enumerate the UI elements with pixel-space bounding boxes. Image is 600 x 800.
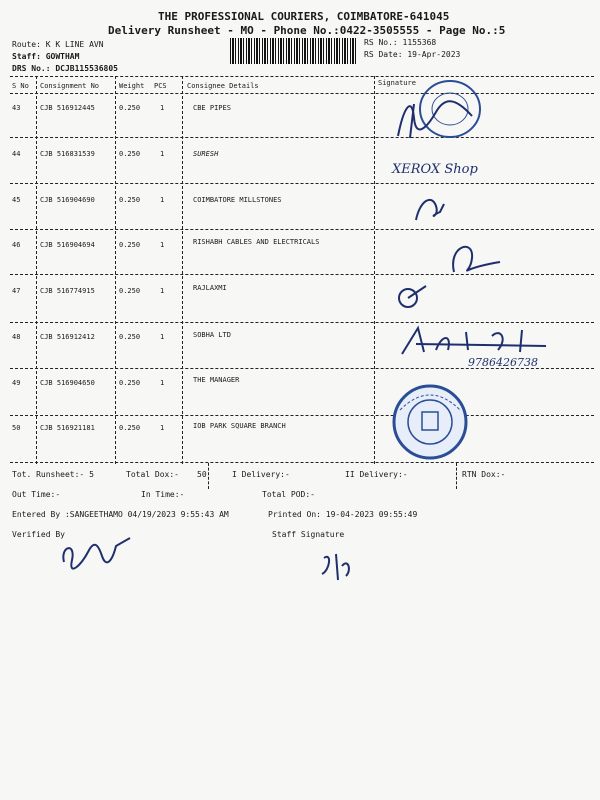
route-label: Route: K K LINE AVN xyxy=(12,40,104,49)
i-delivery: I Delivery:- xyxy=(232,470,290,479)
table-top-rule xyxy=(10,76,594,77)
table-header-rule xyxy=(10,93,594,94)
row-pcs: 1 xyxy=(160,150,165,158)
row-rule xyxy=(10,274,594,275)
row-rule xyxy=(10,415,594,416)
total-pod: Total POD:- xyxy=(262,490,315,499)
row-consignment: CJB 516904694 xyxy=(40,241,95,249)
total-dox-value: 50 xyxy=(197,470,207,479)
row-consignment: CJB 516904650 xyxy=(40,379,95,387)
col-divider xyxy=(115,76,116,464)
col-header-signature: Signature xyxy=(378,79,416,87)
row-consignment: CJB 516921181 xyxy=(40,424,95,432)
footer-divider xyxy=(456,463,457,489)
row-consignee: RISHABH CABLES AND ELECTRICALS xyxy=(193,238,320,246)
col-header-sno: S No xyxy=(12,82,29,90)
row-pcs: 1 xyxy=(160,424,165,432)
ii-delivery: II Delivery:- xyxy=(345,470,408,479)
row-weight: 0.250 xyxy=(119,104,141,112)
entered-by: Entered By :SANGEETHAMO 04/19/2023 9:55:43 AM xyxy=(12,510,229,519)
col-divider xyxy=(182,76,183,464)
row-sno: 44 xyxy=(12,150,21,158)
row-sno: 47 xyxy=(12,287,21,295)
row-consignee: IOB PARK SQUARE BRANCH xyxy=(193,422,286,430)
footer-divider xyxy=(208,463,209,489)
row-weight: 0.250 xyxy=(119,424,141,432)
row-consignee: SURESH xyxy=(193,150,219,158)
handwritten-phone-row48: 9786426738 xyxy=(468,356,538,369)
staff-label: Staff: GOWTHAM xyxy=(12,52,80,61)
bank-stamp-row49-50 xyxy=(386,380,476,460)
row-consignee: SOBHA LTD xyxy=(193,331,231,339)
row-pcs: 1 xyxy=(160,287,165,295)
rs-date: RS Date: 19-Apr-2023 xyxy=(364,50,461,59)
row-consignment: CJB 516831539 xyxy=(40,150,95,158)
row-weight: 0.250 xyxy=(119,379,141,387)
row-consignee: COIMBATORE MILLSTONES xyxy=(193,196,282,204)
row-sno: 43 xyxy=(12,104,21,112)
signature-row45 xyxy=(410,190,450,226)
out-time: Out Time:- xyxy=(12,490,61,499)
row-consignment: CJB 516904690 xyxy=(40,196,95,204)
row-consignment: CJB 516774915 xyxy=(40,287,95,295)
row-sno: 45 xyxy=(12,196,21,204)
col-divider xyxy=(36,76,37,464)
row-rule xyxy=(10,183,594,184)
row-rule xyxy=(10,229,594,230)
staff-signature-label: Staff Signature xyxy=(272,530,345,539)
col-header-pcs: PCS xyxy=(154,82,167,90)
rs-number: RS No.: 1155368 xyxy=(364,38,437,47)
row-consignee: RAJLAXMI xyxy=(193,284,227,292)
row-pcs: 1 xyxy=(160,104,165,112)
verifier-signature xyxy=(58,532,138,572)
verified-by-label: Verified By xyxy=(12,530,65,539)
row-pcs: 1 xyxy=(160,333,165,341)
tot-runsheet: Tot. Runsheet:- 5 xyxy=(12,470,94,479)
in-time: In Time:- xyxy=(141,490,185,499)
drs-number: DRS No.: DCJB115536805 xyxy=(12,64,118,73)
handwritten-note-row44: XEROX Shop xyxy=(392,162,478,177)
col-header-consignment: Consignment No xyxy=(40,82,100,90)
row-consignee: CBE PIPES xyxy=(193,104,231,112)
total-dox-label: Total Dox:- xyxy=(126,470,179,479)
staff-signature-mark xyxy=(318,548,358,584)
row-pcs: 1 xyxy=(160,196,165,204)
runsheet-title: Delivery Runsheet - MO - Phone No.:0422-3505555 - Page No.:5 xyxy=(108,24,506,37)
row-weight: 0.250 xyxy=(119,241,141,249)
col-divider xyxy=(374,76,375,464)
row-consignment: CJB 516912445 xyxy=(40,104,95,112)
row-weight: 0.250 xyxy=(119,150,141,158)
row-sno: 46 xyxy=(12,241,21,249)
row-pcs: 1 xyxy=(160,379,165,387)
signature-row47 xyxy=(392,278,432,318)
row-weight: 0.250 xyxy=(119,333,141,341)
stamp-signature-row43 xyxy=(384,76,494,146)
company-title: THE PROFESSIONAL COURIERS, COIMBATORE-641045 xyxy=(158,10,450,23)
table-bottom-rule xyxy=(10,462,594,463)
row-sno: 49 xyxy=(12,379,21,387)
row-pcs: 1 xyxy=(160,241,165,249)
col-header-weight: Weight xyxy=(119,82,145,90)
row-weight: 0.250 xyxy=(119,287,141,295)
row-sno: 50 xyxy=(12,424,21,432)
col-header-consignee: Consignee Details xyxy=(187,82,259,90)
row-weight: 0.250 xyxy=(119,196,141,204)
rtn-dox: RTN Dox:- xyxy=(462,470,506,479)
row-consignee: THE MANAGER xyxy=(193,376,240,384)
printed-on: Printed On: 19-04-2023 09:55:49 xyxy=(268,510,418,519)
barcode xyxy=(230,38,358,64)
row-sno: 48 xyxy=(12,333,21,341)
row-rule xyxy=(10,137,594,138)
signature-row46 xyxy=(444,236,504,278)
row-consignment: CJB 516912412 xyxy=(40,333,95,341)
